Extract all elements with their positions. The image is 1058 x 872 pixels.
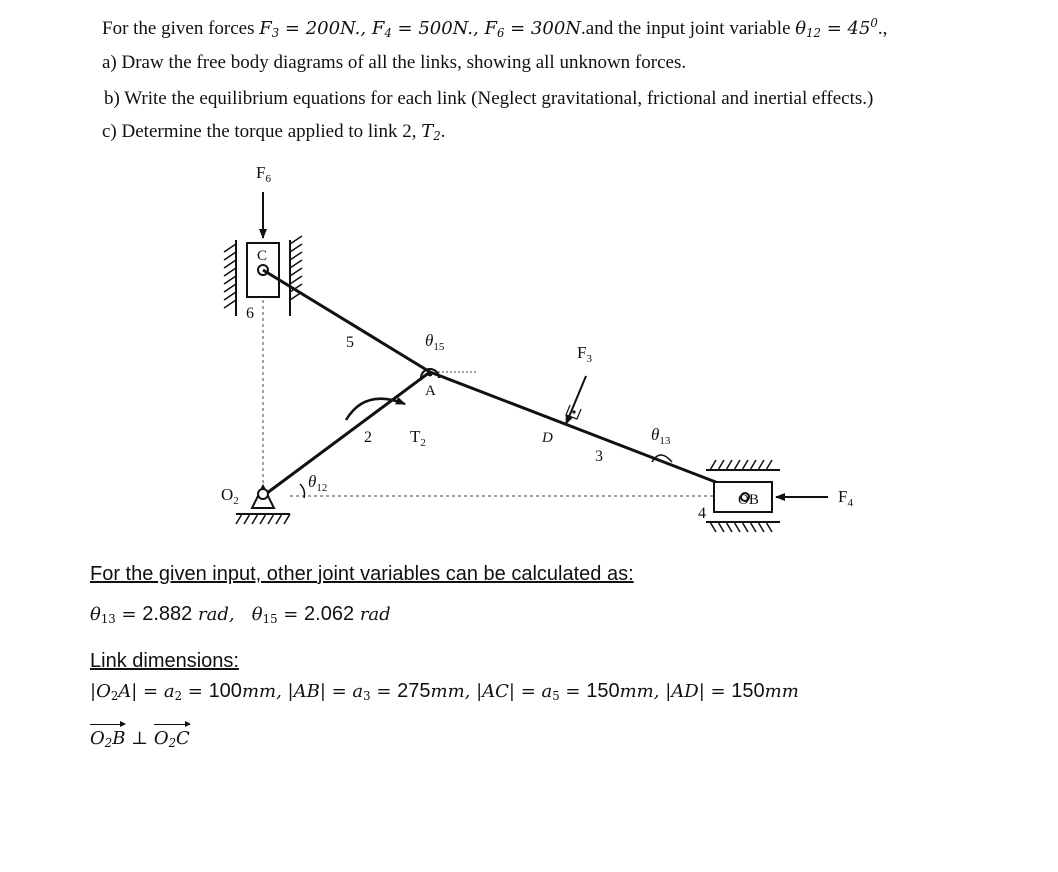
label-link4: 4 [698, 505, 706, 522]
force-arrow-f3 [566, 376, 586, 424]
label-ob: OB [738, 492, 759, 508]
label-f3: $F_3$ [577, 343, 592, 365]
force-f3: $F_3 = 200N$. [259, 18, 361, 40]
given-heading: For the given input, other joint variables can be calculated as: [90, 563, 634, 585]
link-dimensions-values [90, 680, 799, 703]
label-link5: 5 [346, 334, 354, 351]
label-o2: $O_2$ [221, 485, 239, 507]
label-f4: $F_4$ [838, 487, 853, 509]
label-link2: 2 [364, 429, 372, 446]
dim-ab: $|AB| = a_3 = 275mm$, [287, 680, 477, 703]
part-c: c) Determine the torque applied to link 2, $T_2$. [102, 121, 446, 143]
torque-arrow-t2 [346, 399, 405, 420]
problem-line-1: For the given forces $F_3 = 200N$., $F_4 = 500N$., $F_6 = 300N.and$ the input joint variable $\theta_{12} = 45^0$., [102, 16, 888, 40]
label-theta15: $\theta_{15}$ [425, 331, 445, 353]
label-d: D [542, 430, 553, 446]
link-5 [263, 270, 430, 372]
joint-a [428, 372, 433, 377]
given-angles: $\theta_{13} = 2.882$ rad, $\theta_{15} = 2.062$ rad [90, 603, 391, 626]
dim-ad: |AD| = 150mm [665, 680, 799, 702]
slider-b-guide-bottom [706, 522, 780, 532]
label-c: C [257, 248, 268, 264]
link-3 [430, 372, 752, 496]
link-dimensions-heading: Link dimensions: [90, 650, 239, 672]
label-a: A [425, 383, 436, 399]
link-2 [263, 372, 430, 496]
label-f6: $F_6$ [256, 163, 271, 185]
slider-c-guide-left [224, 240, 236, 316]
part-a: a) Draw the free body diagrams of all the links, showing all unknown forces. [102, 52, 687, 73]
perpendicular-relation: $O_2B$ ⊥ $O_2C$ [90, 728, 190, 750]
torque-t2: $T_2$ [421, 121, 441, 143]
label-link3: 3 [595, 448, 603, 465]
point-d-dot [572, 410, 575, 413]
force-f6: $F_6 = 300N$ [484, 18, 582, 40]
slider-b-guide-top [706, 460, 780, 470]
label-t2: $T_2$ [410, 427, 426, 449]
dim-o2a: $|O_2A| = a_2 = 100mm$, [90, 680, 288, 703]
slider-c-guide-right [290, 236, 302, 316]
label-link6: 6 [246, 305, 254, 322]
label-theta12: $\theta_{12}$ [308, 472, 328, 494]
mechanism-diagram [200, 160, 880, 555]
vector-o2c: $O_2C$ [153, 728, 190, 750]
theta12-given: $\theta_{12} = 45^0$ [795, 16, 878, 40]
part-b: b) Write the equilibrium equations for each link (Neglect gravitational, frictional and inertial effects.) [104, 88, 874, 109]
force-f4: $F_4 = 500N$. [371, 18, 473, 40]
joint-o2 [258, 489, 268, 499]
vector-o2b: $O_2B$ [90, 728, 126, 750]
ground-o2-hatch [236, 514, 290, 524]
dim-ac: $|AC| = a_5 = 150mm$, [476, 680, 666, 703]
label-theta13: $\theta_{13}$ [651, 425, 671, 447]
